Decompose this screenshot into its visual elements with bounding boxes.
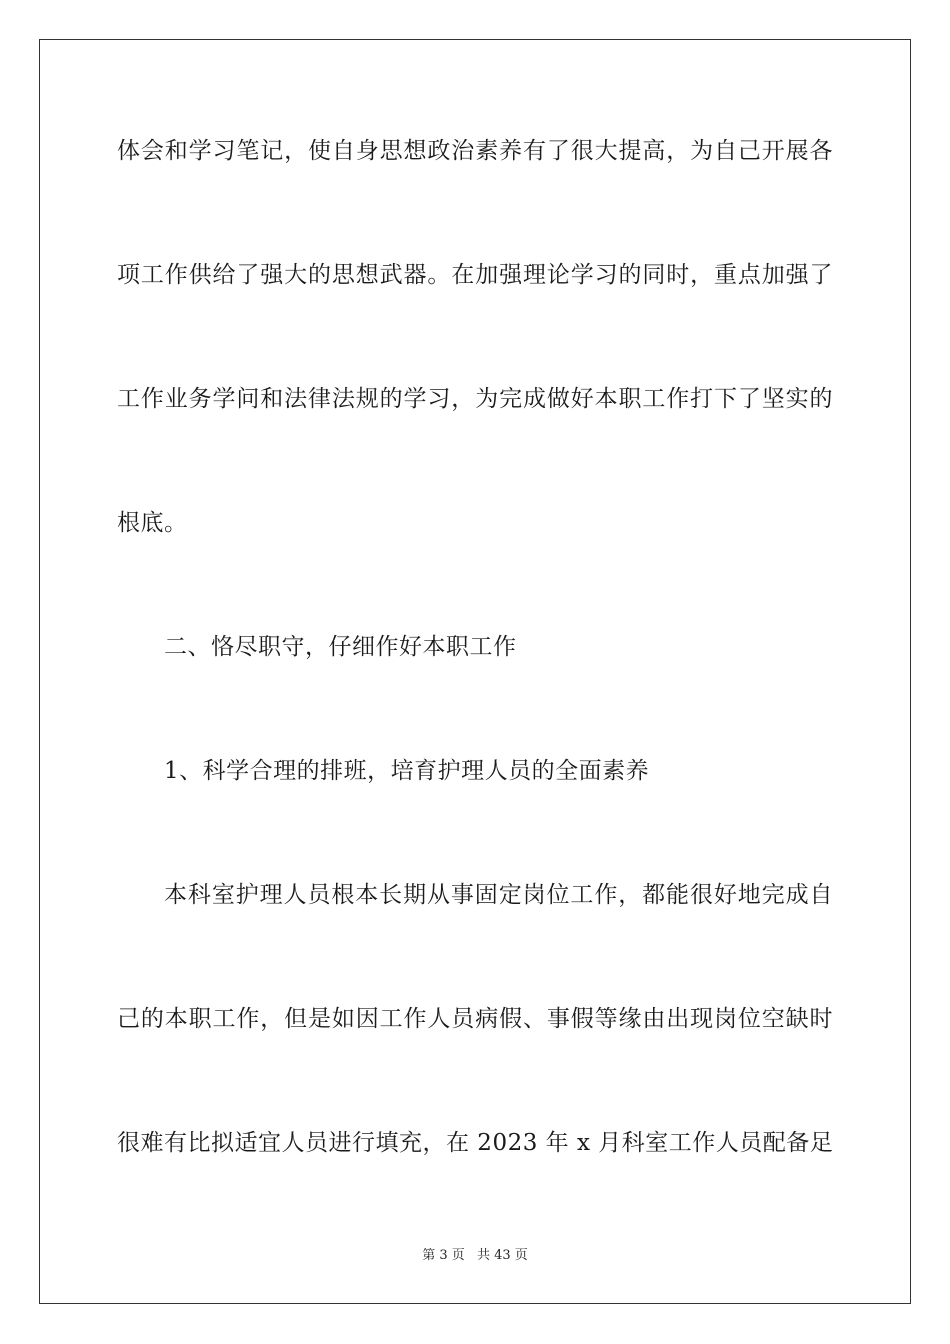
page-number: 第 3 页 [422, 1248, 465, 1263]
body-text-line: 体会和学习笔记，使自身思想政治素养有了很大提高，为自己开展各 [117, 138, 833, 164]
subsection-heading: 1、科学合理的排班，培育护理人员的全面素养 [164, 758, 650, 784]
body-text-line: 根底。 [117, 510, 188, 536]
section-heading: 二、恪尽职守，仔细作好本职工作 [164, 634, 517, 660]
page-border [39, 39, 911, 1304]
body-text-line: 工作业务学问和法律法规的学习，为完成做好本职工作打下了坚实的 [117, 386, 833, 412]
body-text-line: 本科室护理人员根本长期从事固定岗位工作，都能很好地完成自 [164, 882, 833, 908]
body-text-line: 很难有比拟适宜人员进行填充，在 2023 年 x 月科室工作人员配备足 [117, 1130, 834, 1156]
page-footer [0, 1247, 950, 1265]
total-pages: 共 43 页 [476, 1248, 528, 1263]
body-text-line: 己的本职工作，但是如因工作人员病假、事假等缘由出现岗位空缺时 [117, 1006, 833, 1032]
body-text-line: 项工作供给了强大的思想武器。在加强理论学习的同时，重点加强了 [117, 262, 833, 288]
